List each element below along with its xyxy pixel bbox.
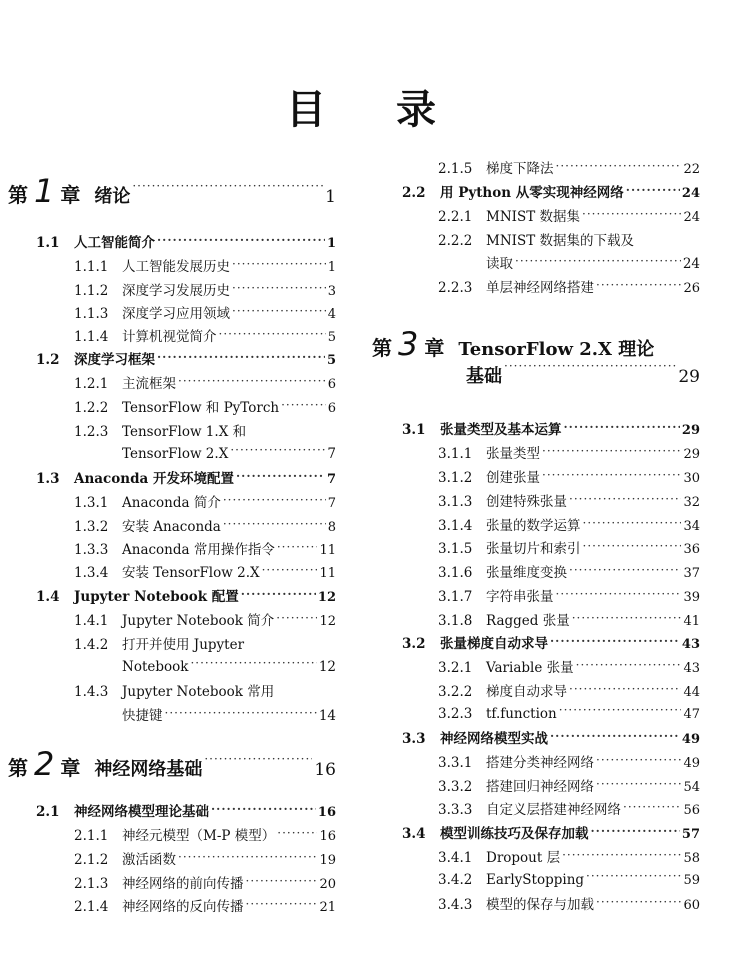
dot-leader <box>277 541 318 555</box>
toc-subsection[interactable] <box>372 680 700 700</box>
page-number: 5 <box>327 330 336 345</box>
page-number: 44 <box>683 685 700 700</box>
page-number: 49 <box>681 732 700 747</box>
toc-chapter-3[interactable] <box>372 325 700 363</box>
dot-leader <box>246 875 318 889</box>
subsection-title: 神经网络的反向传播 <box>122 899 244 915</box>
page-number: 8 <box>327 520 336 535</box>
dot-leader <box>550 730 680 744</box>
subsection-number: 1.3.4 <box>74 565 109 581</box>
page-number: 11 <box>319 566 336 581</box>
subsection-number: 3.1.8 <box>438 613 473 629</box>
toc-subsection[interactable] <box>372 466 700 486</box>
toc-subsection-continued[interactable] <box>372 252 700 272</box>
subsection-number: 1.1.2 <box>74 283 109 299</box>
section-number: 1.3 <box>36 471 60 487</box>
toc-subsection[interactable] <box>372 490 700 510</box>
subsection-number: 3.1.5 <box>438 541 473 557</box>
dot-leader <box>178 375 326 389</box>
page-number: 29 <box>683 447 700 462</box>
dot-leader <box>542 469 681 483</box>
section-title: Anaconda 开发环境配置 <box>74 471 234 487</box>
toc-section[interactable] <box>8 467 336 487</box>
section-title: 张量类型及基本运算 <box>440 422 562 438</box>
toc-subsection[interactable] <box>8 538 336 558</box>
section-title: 人工智能简介 <box>74 235 155 251</box>
toc-subsection[interactable] <box>372 537 700 557</box>
subsection-title: 激活函数 <box>122 852 176 868</box>
subsection-number: 1.2.2 <box>74 400 109 416</box>
dot-leader <box>591 825 680 839</box>
subsection-title: TensorFlow 和 PyTorch <box>122 400 280 416</box>
subsection-title: 计算机视觉简介 <box>122 329 217 345</box>
page-number: 12 <box>317 590 336 605</box>
page-number: 49 <box>683 756 700 771</box>
dot-leader <box>550 635 680 649</box>
subsection-title-line2: 读取 <box>486 256 513 272</box>
toc-subsection-continued[interactable] <box>8 704 336 724</box>
subsection-title: 神经元模型（M-P 模型） <box>122 828 276 844</box>
subsection-number: 3.1.6 <box>438 565 473 581</box>
subsection-number: 1.3.2 <box>74 519 109 535</box>
toc-subsection-continued[interactable] <box>8 657 336 675</box>
dot-leader <box>559 704 682 718</box>
toc-subsection[interactable] <box>372 609 700 629</box>
chapter-suffix: 章 <box>424 336 445 360</box>
subsection-number: 3.3.2 <box>438 779 473 795</box>
subsection-number: 1.2.3 <box>74 424 109 440</box>
page-number: 12 <box>318 658 336 675</box>
toc-subsection[interactable] <box>372 798 700 818</box>
subsection-title: 深度学习应用领域 <box>122 306 230 322</box>
chapter-prefix: 第 <box>372 336 392 360</box>
toc-subsection[interactable] <box>372 276 700 296</box>
subsection-number: 3.3.3 <box>438 802 473 818</box>
section-number: 2.2 <box>402 185 426 201</box>
page-number: 7 <box>327 496 336 511</box>
page-number: 11 <box>319 543 336 558</box>
subsection-number: 1.2.1 <box>74 376 109 392</box>
page-number: 21 <box>319 900 336 915</box>
subsection-number: 2.1.5 <box>438 161 473 177</box>
section-title: 深度学习框架 <box>74 352 155 368</box>
subsection-number: 3.1.4 <box>438 518 473 534</box>
chapter-title: 绪论 <box>94 186 131 207</box>
subsection-title: Jupyter Notebook 简介 <box>122 613 275 629</box>
toc-subsection[interactable] <box>372 205 700 225</box>
toc-subsection[interactable] <box>372 585 700 605</box>
subsection-title: Jupyter Notebook 常用 <box>122 684 275 700</box>
chapter-title: TensorFlow 2.X 理论 <box>458 339 655 360</box>
page-number: 36 <box>683 542 700 557</box>
page-number: 14 <box>318 708 336 724</box>
section-number: 2.1 <box>36 804 60 820</box>
subsection-number: 2.2.3 <box>438 280 473 296</box>
page-number: 6 <box>327 401 336 416</box>
page-number: 58 <box>683 851 700 866</box>
dot-leader <box>582 208 681 222</box>
subsection-title: TensorFlow 1.X 和 <box>122 424 247 440</box>
toc-subsection[interactable] <box>8 633 336 653</box>
toc-subsection[interactable] <box>372 561 700 581</box>
dot-leader <box>623 801 681 815</box>
page-number: 4 <box>327 307 336 322</box>
chapter-title: 神经网络基础 <box>94 759 203 780</box>
toc-subsection[interactable] <box>8 561 336 581</box>
subsection-title: 打开并使用 Jupyter <box>122 637 245 653</box>
toc-subsection[interactable] <box>8 420 336 440</box>
dot-leader <box>596 279 681 293</box>
dot-leader <box>232 258 326 272</box>
subsection-title: 梯度自动求导 <box>486 684 567 700</box>
page-number: 22 <box>683 162 700 177</box>
toc-chapter-2[interactable] <box>8 745 336 783</box>
dot-leader <box>276 612 317 626</box>
dot-leader <box>157 234 325 248</box>
section-number: 3.2 <box>402 636 426 652</box>
subsection-title: 张量类型 <box>486 446 540 462</box>
subsection-number: 2.1.3 <box>74 876 109 892</box>
subsection-title: 模型的保存与加载 <box>486 897 594 913</box>
subsection-number: 3.1.1 <box>438 446 473 462</box>
subsection-number: 3.3.1 <box>438 755 473 771</box>
page-number: 29 <box>678 367 700 387</box>
dot-leader <box>596 754 681 768</box>
page-number: 20 <box>319 877 336 892</box>
dot-leader <box>586 870 681 884</box>
toc-section[interactable] <box>8 800 336 820</box>
chapter-prefix: 第 <box>8 183 28 207</box>
subsection-title: 张量的数学运算 <box>486 518 581 534</box>
toc-subsection[interactable] <box>8 372 336 392</box>
subsection-number: 3.4.2 <box>438 871 473 888</box>
subsection-number: 2.2.2 <box>438 233 473 249</box>
section-number: 3.3 <box>402 731 426 747</box>
dot-leader <box>569 564 681 578</box>
toc-section[interactable] <box>372 727 700 747</box>
page-title: 目 录 <box>286 86 464 133</box>
subsection-number: 3.4.3 <box>438 897 473 913</box>
toc-section[interactable] <box>372 418 700 438</box>
toc-subsection[interactable] <box>372 442 700 462</box>
subsection-number: 1.3.3 <box>74 542 109 558</box>
subsection-number: 1.1.1 <box>74 259 109 275</box>
page-number: 47 <box>683 706 700 722</box>
dot-leader <box>569 683 681 697</box>
toc-subsection[interactable] <box>8 895 336 915</box>
chapter-title-line2: 基础 <box>466 366 502 387</box>
page-number: 43 <box>683 661 700 676</box>
subsection-number: 1.1.3 <box>74 306 109 322</box>
subsection-number: 3.4.1 <box>438 850 473 866</box>
subsection-title: 梯度下降法 <box>486 161 554 177</box>
dot-leader <box>281 399 326 413</box>
subsection-title-line2: 快捷键 <box>122 708 163 724</box>
subsection-title: 张量切片和索引 <box>486 541 581 557</box>
chapter-number: 1 <box>34 172 55 210</box>
subsection-title: 搭建分类神经网络 <box>486 755 594 771</box>
dot-leader <box>583 517 682 531</box>
toc-section[interactable] <box>8 348 336 368</box>
page-number: 32 <box>683 495 700 510</box>
dot-leader <box>236 470 325 484</box>
section-title: 模型训练技巧及保存加载 <box>440 826 589 842</box>
chapter-suffix: 章 <box>60 756 81 780</box>
subsection-title-line2: Notebook <box>122 658 189 675</box>
subsection-title: tf.function <box>486 705 557 722</box>
toc-chapter-3-continued[interactable] <box>372 360 700 388</box>
page-number: 1 <box>326 236 336 251</box>
dot-leader <box>277 827 317 841</box>
dot-leader <box>232 282 326 296</box>
section-title: Jupyter Notebook 配置 <box>74 589 239 605</box>
toc-subsection[interactable] <box>8 680 336 700</box>
dot-leader <box>572 612 682 626</box>
subsection-title: MNIST 数据集 <box>486 209 581 225</box>
section-number: 3.1 <box>402 422 426 438</box>
toc-subsection[interactable] <box>8 848 336 868</box>
toc-subsection[interactable] <box>372 751 700 771</box>
toc-subsection[interactable] <box>372 775 700 795</box>
toc-subsection[interactable] <box>8 396 336 416</box>
section-title: 神经网络模型实战 <box>440 731 548 747</box>
dot-leader <box>223 518 326 532</box>
page-number: 16 <box>314 760 336 780</box>
dot-leader <box>515 255 681 269</box>
page-number: 16 <box>319 829 336 844</box>
toc-subsection[interactable] <box>372 870 700 888</box>
toc-subsection[interactable] <box>8 824 336 844</box>
section-number: 1.1 <box>36 235 60 251</box>
dot-leader <box>583 540 682 554</box>
subsection-title: 人工智能发展历史 <box>122 259 230 275</box>
dot-leader <box>211 803 316 817</box>
page-number: 12 <box>319 614 336 629</box>
chapter-number: 2 <box>34 745 55 783</box>
page-number: 39 <box>683 590 700 605</box>
dot-leader <box>626 184 680 198</box>
dot-leader <box>232 305 326 319</box>
section-number: 3.4 <box>402 826 426 842</box>
page-number: 57 <box>681 827 700 842</box>
subsection-title: Dropout 层 <box>486 850 561 866</box>
dot-leader <box>504 360 676 382</box>
subsection-title: 创建张量 <box>486 470 540 486</box>
toc-subsection[interactable] <box>372 656 700 676</box>
page-number: 6 <box>327 377 336 392</box>
subsection-title: 深度学习发展历史 <box>122 283 230 299</box>
dot-leader <box>542 445 681 459</box>
page-number: 37 <box>683 566 700 581</box>
subsection-number: 3.1.2 <box>438 470 473 486</box>
dot-leader <box>556 160 682 174</box>
page-number: 3 <box>327 284 336 299</box>
dot-leader <box>246 898 318 912</box>
toc-section[interactable] <box>8 231 336 251</box>
toc-section[interactable] <box>372 632 700 652</box>
section-number: 1.4 <box>36 589 60 605</box>
toc-subsection[interactable] <box>8 255 336 275</box>
page-number: 59 <box>683 872 700 888</box>
section-number: 1.2 <box>36 352 60 368</box>
dot-leader <box>132 180 323 202</box>
subsection-title: MNIST 数据集的下载及 <box>486 233 635 249</box>
section-title: 神经网络模型理论基础 <box>74 804 209 820</box>
dot-leader <box>204 753 312 775</box>
dot-leader <box>556 588 682 602</box>
subsection-title: 神经网络的前向传播 <box>122 876 244 892</box>
subsection-title: Variable 张量 <box>486 660 574 676</box>
chapter-prefix: 第 <box>8 756 28 780</box>
subsection-number: 1.3.1 <box>74 495 109 511</box>
subsection-number: 1.4.1 <box>74 613 109 629</box>
dot-leader <box>178 851 317 865</box>
page-number: 29 <box>681 423 700 438</box>
section-title: 用 Python 从零实现神经网络 <box>440 185 624 201</box>
subsection-title: 单层神经网络搭建 <box>486 280 594 296</box>
page-number: 7 <box>327 445 336 462</box>
dot-leader <box>230 444 325 458</box>
subsection-number: 3.2.2 <box>438 684 473 700</box>
dot-leader <box>596 778 681 792</box>
toc-subsection[interactable] <box>372 229 700 249</box>
toc-subsection[interactable] <box>372 846 700 866</box>
dot-leader <box>223 494 326 508</box>
subsection-number: 2.2.1 <box>438 209 473 225</box>
page-number: 34 <box>683 519 700 534</box>
subsection-number: 1.1.4 <box>74 329 109 345</box>
toc-subsection[interactable] <box>8 279 336 299</box>
subsection-title: 创建特殊张量 <box>486 494 567 510</box>
toc-section[interactable] <box>372 181 700 201</box>
toc-subsection[interactable] <box>372 704 700 722</box>
toc-subsection[interactable] <box>8 325 336 345</box>
toc-subsection-continued[interactable] <box>8 444 336 462</box>
dot-leader <box>219 328 326 342</box>
subsection-title: 安装 Anaconda <box>122 519 221 535</box>
subsection-number: 1.4.3 <box>74 684 109 700</box>
page-number: 43 <box>681 637 700 652</box>
toc-section[interactable] <box>372 822 700 842</box>
subsection-title: 自定义层搭建神经网络 <box>486 802 621 818</box>
subsection-number: 2.1.1 <box>74 828 109 844</box>
subsection-number: 3.2.1 <box>438 660 473 676</box>
chapter-number: 3 <box>398 325 419 363</box>
page-number: 60 <box>683 898 700 913</box>
dot-leader <box>165 707 317 721</box>
toc-chapter-1[interactable] <box>8 172 336 210</box>
page-number: 41 <box>683 614 700 629</box>
subsection-number: 1.4.2 <box>74 637 109 653</box>
subsection-title: Ragged 张量 <box>486 613 570 629</box>
subsection-number: 2.1.2 <box>74 852 109 868</box>
dot-leader <box>576 659 682 673</box>
page-number: 7 <box>326 472 336 487</box>
toc-subsection[interactable] <box>372 514 700 534</box>
subsection-title: 搭建回归神经网络 <box>486 779 594 795</box>
dot-leader <box>564 421 680 435</box>
subsection-title: Anaconda 常用操作指令 <box>122 542 275 558</box>
dot-leader <box>562 849 681 863</box>
page-number: 24 <box>682 256 700 272</box>
subsection-title: 安装 TensorFlow 2.X <box>122 565 260 581</box>
subsection-title: 字符串张量 <box>486 589 554 605</box>
dot-leader <box>569 493 681 507</box>
section-title: 张量梯度自动求导 <box>440 636 548 652</box>
subsection-number: 3.2.3 <box>438 705 473 722</box>
toc-subsection[interactable] <box>8 609 336 629</box>
dot-leader <box>596 896 681 910</box>
toc-subsection[interactable] <box>372 157 700 177</box>
toc-subsection[interactable] <box>372 893 700 913</box>
page-number: 1 <box>327 260 336 275</box>
page-number: 30 <box>683 471 700 486</box>
subsection-title: 张量维度变换 <box>486 565 567 581</box>
toc-subsection[interactable] <box>8 872 336 892</box>
toc-subsection[interactable] <box>8 491 336 511</box>
subsection-number: 3.1.7 <box>438 589 473 605</box>
toc-section[interactable] <box>8 585 336 605</box>
page-number: 5 <box>326 353 336 368</box>
toc-subsection[interactable] <box>8 515 336 535</box>
page-number: 54 <box>683 780 700 795</box>
dot-leader <box>157 351 325 365</box>
subsection-title: 主流框架 <box>122 376 176 392</box>
page-number: 19 <box>319 853 336 868</box>
page-number: 1 <box>325 187 336 207</box>
subsection-number: 2.1.4 <box>74 899 109 915</box>
toc-subsection[interactable] <box>8 302 336 322</box>
page-number: 56 <box>683 803 700 818</box>
dot-leader <box>241 588 316 602</box>
dot-leader <box>190 657 316 671</box>
page-number: 26 <box>683 281 700 296</box>
page-number: 24 <box>683 210 700 225</box>
dot-leader <box>262 564 318 578</box>
page-number: 24 <box>681 186 700 201</box>
subsection-title: EarlyStopping <box>486 871 585 888</box>
subsection-number: 3.1.3 <box>438 494 473 510</box>
chapter-suffix: 章 <box>60 183 81 207</box>
page-number: 16 <box>317 805 336 820</box>
subsection-title-line2: TensorFlow 2.X <box>122 445 229 462</box>
subsection-title: Anaconda 简介 <box>122 495 221 511</box>
